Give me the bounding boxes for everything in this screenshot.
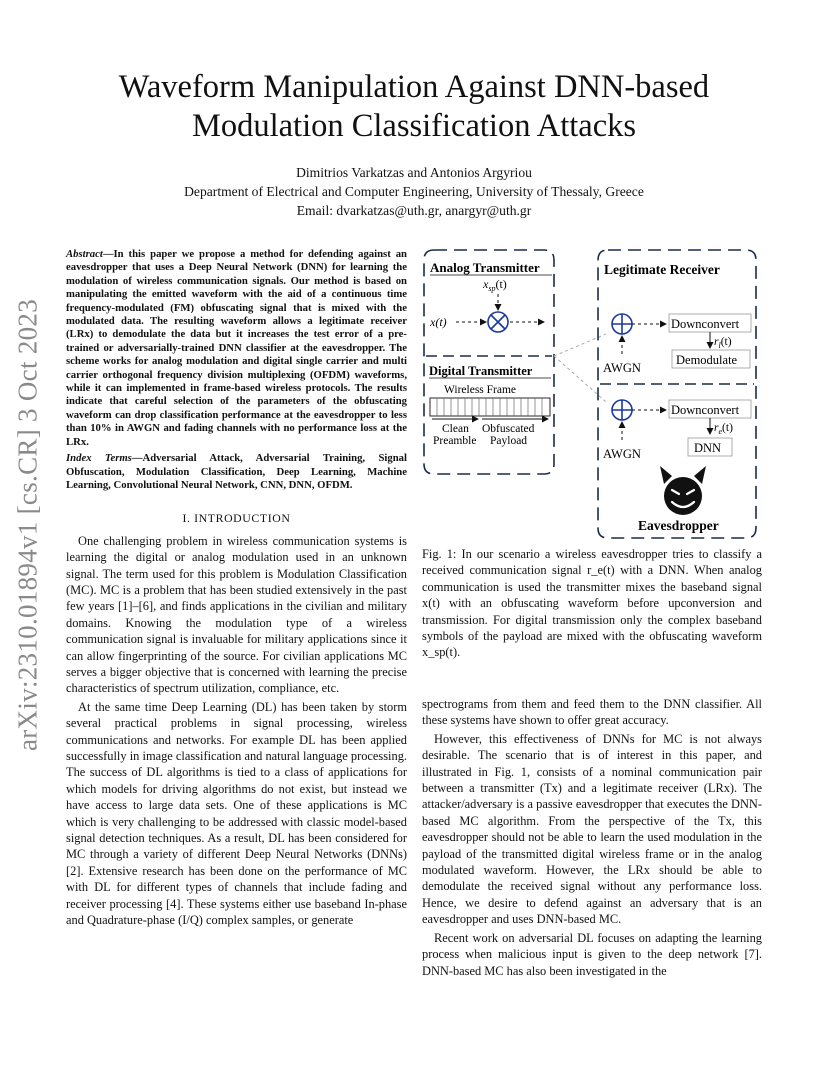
devil-face-icon [660,466,706,515]
index-terms [66,452,407,492]
awgn-label-1: AWGN [603,361,641,375]
wireless-frame-label: Wireless Frame [444,384,517,396]
re-label: $r_e(t)$ [714,422,733,436]
right-paragraph-1: spectrograms from them and feed them to the DNN classifier. All these systems have shown to offer great accuracy. [422,697,762,728]
caption-text: Fig. 1: In our scenario a wireless eavesdropper tries to classify a received communication signal r_e(t) with a DNN. When analog communication is used the transmitter mixes the baseband signal x(t) with an obfuscating waveform before upconversion and transmission. For digital transmission only the complex baseband symbols of the payload are mixed with the obfuscating waveform x_sp(t). [422,547,762,660]
awgn-label-2: AWGN [603,447,641,461]
author-block [64,163,764,220]
title-line-2: Modulation Classification Attacks [191,108,637,144]
index-terms-label: Index Terms [66,452,132,465]
abstract [66,248,407,449]
clean-label: Clean [442,423,469,435]
payload-label: Payload [490,435,528,447]
left-column [66,248,407,930]
right-column [422,696,762,981]
arxiv-identifier: arXiv:2310.01894v1 [cs.CR] 3 Oct 2023 [12,298,43,752]
abstract-text: —In this paper we propose a method for defending against an eavesdropper that uses a Deep Neural Network (DNN) for learning the modulation of wireless communication signals. Our method is based on manipulating the emitted waveform with the aid of a continuous time frequency-modulated (FM) obfuscating signal that is mixed with the modulated data. The resulting waveform allows a legitimate receiver (LRx) to demodulate the data but it increases the test error of a pre-trained or adversarially-trained DNN classifier at the eavesdropper. The scheme works for analog modulation and digital single carrier and multi carrier orthogonal frequency division multiplexing (OFDM) waveforms, while it can implemented in frame-based wireless protocols. The results indicate that careful selection of the parameters of the obfuscating waveform can drop classification performance at the eavesdropper to less than 10% in AWGN and fading channels with no performance loss at the LRx. [66,248,407,448]
index-terms-text: —Adversarial Attack, Adversarial Training, Signal Obfuscation, Modulation Classification, Deep Learning, Machine Learning, Convolutional Neural Network, CNN, DNN, OFDM. [66,452,407,491]
analog-transmitter-label: Analog Transmitter [430,260,540,275]
eavesdropper-label: Eavesdropper [638,518,719,533]
downconvert-label-1: Downconvert [671,317,740,331]
obfuscated-label: Obfuscated [482,423,535,435]
system-diagram [420,244,766,540]
abstract-label: Abstract [66,248,103,260]
digital-transmitter-label: Digital Transmitter [429,364,533,378]
legit-receiver-label: Legitimate Receiver [604,262,720,277]
xt-label: x(t) [430,315,447,329]
right-paragraph-3: Recent work on adversarial DL focuses on adapting the learning process when malicious input is given to the deep network [7]. DNN-based MC has also been investigated in the [422,930,762,978]
frame-block [430,398,550,416]
figure-caption [422,546,762,661]
intro-paragraph-1: One challenging problem in wireless communication systems is learning the digital or analog modulation used in an unknown signal. The term used for this problem is Modulation Classification (MC). MC is a problem that has been studied extensively in the past few years [1]–[6], and finds applications in the civilian and military domains. Knowing the modulation type of a wireless communication signal is invaluable for military applications since it can allow fingerprinting of the source. For civilian applications MC serves a bigger objective that is concerned with learning the precise characteristics of spectrum utilization, compliance, etc. [66,533,407,696]
email: Email: dvarkatzas@uth.gr, anargyr@uth.gr [296,203,532,218]
dnn-label: DNN [694,441,722,455]
rl-label: $r_l(t)$ [714,336,732,350]
preamble-label: Preamble [433,435,477,447]
arxiv-sidebar [8,295,48,755]
downconvert-label-2: Downconvert [671,403,740,417]
figure-1 [420,244,766,540]
xsp-label: $x_{sp}(t)$ [483,277,507,293]
intro-paragraph-2: At the same time Deep Learning (DL) has been taken by storm several practical problems in signal processing, wireless communications and networks. For example DL has been applied successfully in image classification and natural language processing. The success of DL algorithms is tied to a class of applications for which models for driving algorithms do not exist, but instead we have access to large data sets. One of these applications is MC which is very challenging to be addressed with classic model-based signal detection techniques. As a result, DL has been considered for MC through a variety of different Deep Neural Networks (DNNs) [2]. Extensive research has been done on the performance of MC with DL for different types of channels that include fading and receiver processing [4]. These systems either use baseband In-phase and Quadrature-phase (I/Q) complex samples, or generate [66,699,407,928]
authors: Dimitrios Varkatzas and Antonios Argyriou [296,165,532,180]
affiliation: Department of Electrical and Computer Engineering, University of Thessaly, Greece [184,184,644,199]
title-line-1: Waveform Manipulation Against DNN-based [118,69,710,105]
section-heading: I. INTRODUCTION [182,511,291,526]
paper-title [64,68,764,146]
demodulate-label: Demodulate [676,353,738,367]
right-paragraph-2: However, this effectiveness of DNNs for MC is not always desirable. The scenario that is of interest in this paper, and illustrated in Fig. 1, consists of a nominal communication pair between a transmitter (Tx) and a legitimate receiver (LRx). The attacker/adversary is a passive eavesdropper that executes the DNN-based MC algorithm. From the perspective of the Tx, this eavesdropper should not be able to learn the used modulation in the payload of the transmitted digital wireless frame or in the analog modulated waveform. However, the LRx should be able to demodulate the received signal without any performance loss. Hence, we desire to defend against an adversary that is an eavesdropper and uses DNN-based MC. [422,731,762,927]
